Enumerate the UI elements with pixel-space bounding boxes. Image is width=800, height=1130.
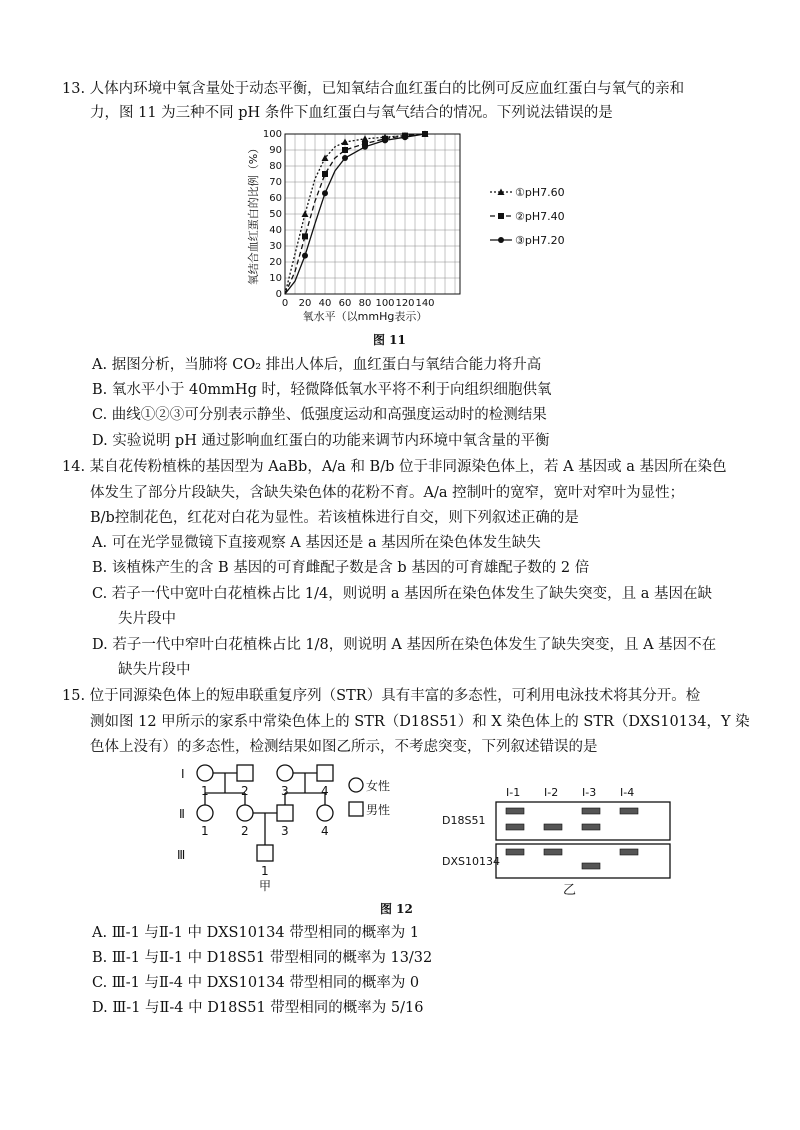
- y-tick-label: 90: [269, 145, 282, 156]
- q15-stem-line1: 15. 位于同源染色体上的短串联重复序列（STR）具有丰富的多态性，可利用电泳技术将其分开。检: [62, 688, 701, 704]
- pedigree-II2-female: [237, 805, 253, 821]
- figure-11-caption: 图 11: [373, 333, 406, 347]
- gel-band: [506, 808, 524, 814]
- pedigree-I3-female: [277, 765, 293, 781]
- q13-stem-line2: 力，图 11 为三种不同 pH 条件下血红蛋白与氧气结合的情况。下列说法错误的是: [90, 105, 613, 121]
- gel-band: [582, 863, 600, 869]
- gel-lane-label-3: Ⅰ-3: [582, 786, 597, 799]
- gen2-num-2: 2: [241, 824, 249, 838]
- q13-stem-line1: 13. 人体内环境中氧含量处于动态平衡，已知氧结合血红蛋白的比例可反应血红蛋白与氧气的亲和: [62, 81, 685, 97]
- legend-label-3: ③pH7.20: [515, 234, 565, 247]
- gel-band: [582, 824, 600, 830]
- y-tick-label: 0: [275, 289, 282, 300]
- gel-band: [506, 849, 524, 855]
- y-tick-label: 20: [269, 257, 282, 268]
- pedigree-I2-male: [237, 765, 253, 781]
- gel-lane-label-2: Ⅰ-2: [544, 786, 559, 799]
- pedigree-II1-female: [197, 805, 213, 821]
- gen3-num-1: 1: [261, 864, 269, 878]
- gel-marker-d18s51: D18S51: [442, 814, 486, 827]
- pedigree-figure: [175, 763, 435, 898]
- gel-band: [544, 824, 562, 830]
- x-tick-label: 20: [298, 298, 312, 309]
- q15-stem-line2: 测如图 12 甲所示的家系中常染色体上的 STR（D18S51）和 X 染色体上的 STR（DXS10134，Y 染: [90, 714, 750, 730]
- y-tick-label: 80: [269, 161, 282, 172]
- gen2-num-3: 3: [281, 824, 289, 838]
- q13-option-c: C. 曲线①②③可分别表示静坐、低强度运动和高强度运动时的检测结果: [92, 407, 547, 423]
- legend-marker-3: [498, 237, 504, 243]
- figure-12-caption: 图 12: [380, 902, 413, 916]
- legend-male-symbol: [349, 802, 363, 816]
- pedigree-I4-male: [317, 765, 333, 781]
- data-point-series-2: [302, 233, 308, 239]
- gel-band: [544, 849, 562, 855]
- y-tick-label: 40: [269, 225, 282, 236]
- x-tick-label: 140: [415, 298, 435, 309]
- y-tick-label: 10: [269, 273, 282, 284]
- y-tick-label: 50: [269, 209, 282, 220]
- x-tick-label: 80: [358, 298, 372, 309]
- gen2-num-1: 1: [201, 824, 209, 838]
- q14-option-d-line1: D. 若子一代中窄叶白花植株占比 1/8，则说明 A 基因所在染色体发生了缺失突变，且 A 基因不在: [92, 637, 717, 653]
- data-point-series-3: [422, 131, 428, 137]
- q15-option-b: B. Ⅲ-1 与Ⅱ-1 中 D18S51 带型相同的概率为 13/32: [92, 950, 433, 966]
- pedigree-II3-male: [277, 805, 293, 821]
- data-point-series-3: [362, 144, 368, 150]
- gel-lane-label-1: Ⅰ-1: [506, 786, 521, 799]
- gen-label-III: Ⅲ: [177, 848, 186, 862]
- gen-label-I: Ⅰ: [181, 767, 185, 781]
- gel-lane-label-4: Ⅰ-4: [620, 786, 635, 799]
- y-tick-label: 30: [269, 241, 282, 252]
- q14-stem-line1: 14. 某自花传粉植株的基因型为 AaBb，A/a 和 B/b 位于非同源染色体上，若 A 基因或 a 基因所在染色: [62, 459, 727, 475]
- data-point-series-3: [302, 253, 308, 259]
- x-axis-label: 氧水平（以mmHg表示）: [302, 310, 428, 323]
- q15-option-c: C. Ⅲ-1 与Ⅱ-4 中 DXS10134 带型相同的概率为 0: [92, 975, 420, 991]
- gen1-num-1: 1: [201, 784, 209, 798]
- pedigree-III1-male: [257, 845, 273, 861]
- gel-marker-dxs10134: DXS10134: [442, 855, 500, 868]
- q13-option-d: D. 实验说明 pH 通过影响血红蛋白的功能来调节内环境中氧含量的平衡: [92, 433, 550, 449]
- gen1-num-3: 3: [281, 784, 289, 798]
- legend-label-2: ②pH7.40: [515, 210, 565, 223]
- data-point-series-3: [342, 155, 348, 161]
- legend-female-label: 女性: [366, 779, 391, 793]
- pedigree-II4-female: [317, 805, 333, 821]
- q14-option-b: B. 该植株产生的含 B 基因的可育雌配子数是含 b 基因的可育雄配子数的 2 倍: [92, 560, 590, 576]
- pedigree-panel-label: 甲: [259, 879, 272, 893]
- x-tick-label: 120: [395, 298, 415, 309]
- q13-option-a: A. 据图分析，当肺将 CO₂ 排出人体后，血红蛋白与氧结合能力将升高: [92, 357, 542, 373]
- y-axis-label: 氧结合血红蛋白的比例（%）: [247, 142, 260, 286]
- data-point-series-3: [402, 134, 408, 140]
- data-point-series-3: [322, 190, 328, 196]
- gen2-num-4: 4: [321, 824, 329, 838]
- q14-option-c-line1: C. 若子一代中宽叶白花植株占比 1/4，则说明 a 基因所在染色体发生了缺失突变，且 a 基因在缺: [92, 586, 712, 602]
- legend-male-label: 男性: [366, 803, 391, 817]
- q14-stem-line3: B/b控制花色，红花对白花为显性。若该植株进行自交，则下列叙述正确的是: [90, 510, 579, 526]
- legend-marker-2: [498, 213, 504, 219]
- gen1-num-4: 4: [321, 784, 329, 798]
- q13-option-b: B. 氧水平小于 40mmHg 时，轻微降低氧水平将不利于向组织细胞供氧: [92, 382, 552, 398]
- q14-option-d-line2: 缺失片段中: [118, 662, 191, 678]
- gel-band: [620, 808, 638, 814]
- gel-band: [620, 849, 638, 855]
- figure-11-chart: [245, 128, 565, 328]
- legend-label-1: ①pH7.60: [515, 186, 565, 199]
- q14-option-a: A. 可在光学显微镜下直接观察 A 基因还是 a 基因所在染色体发生缺失: [92, 535, 541, 551]
- data-point-series-2: [322, 171, 328, 177]
- x-tick-label: 0: [281, 298, 289, 309]
- data-point-series-1: [342, 139, 349, 146]
- y-tick-label: 70: [269, 177, 282, 188]
- x-tick-label: 40: [318, 298, 332, 309]
- data-point-series-2: [342, 147, 348, 153]
- data-point-series-3: [382, 137, 388, 143]
- gel-figure: [440, 782, 680, 907]
- q15-option-d: D. Ⅲ-1 与Ⅱ-4 中 D18S51 带型相同的概率为 5/16: [92, 1000, 424, 1016]
- x-tick-label: 60: [338, 298, 352, 309]
- q14-stem-line2: 体发生了部分片段缺失，含缺失染色体的花粉不育。A/a 控制叶的宽窄，宽叶对窄叶为显性；: [90, 485, 685, 501]
- gel-panel-label: 乙: [563, 883, 577, 898]
- q15-option-a: A. Ⅲ-1 与Ⅱ-1 中 DXS10134 带型相同的概率为 1: [92, 925, 420, 941]
- y-tick-label: 100: [262, 129, 282, 140]
- pedigree-I1-female: [197, 765, 213, 781]
- gen-label-II: Ⅱ: [179, 807, 185, 821]
- y-tick-label: 60: [269, 193, 282, 204]
- legend-female-symbol: [349, 778, 363, 792]
- gel-band: [582, 808, 600, 814]
- q14-option-c-line2: 失片段中: [118, 611, 176, 627]
- q15-stem-line3: 色体上没有）的多态性，检测结果如图乙所示，不考虑突变，下列叙述错误的是: [90, 739, 598, 755]
- gen1-num-2: 2: [241, 784, 249, 798]
- gel-band: [506, 824, 524, 830]
- x-tick-label: 100: [375, 298, 395, 309]
